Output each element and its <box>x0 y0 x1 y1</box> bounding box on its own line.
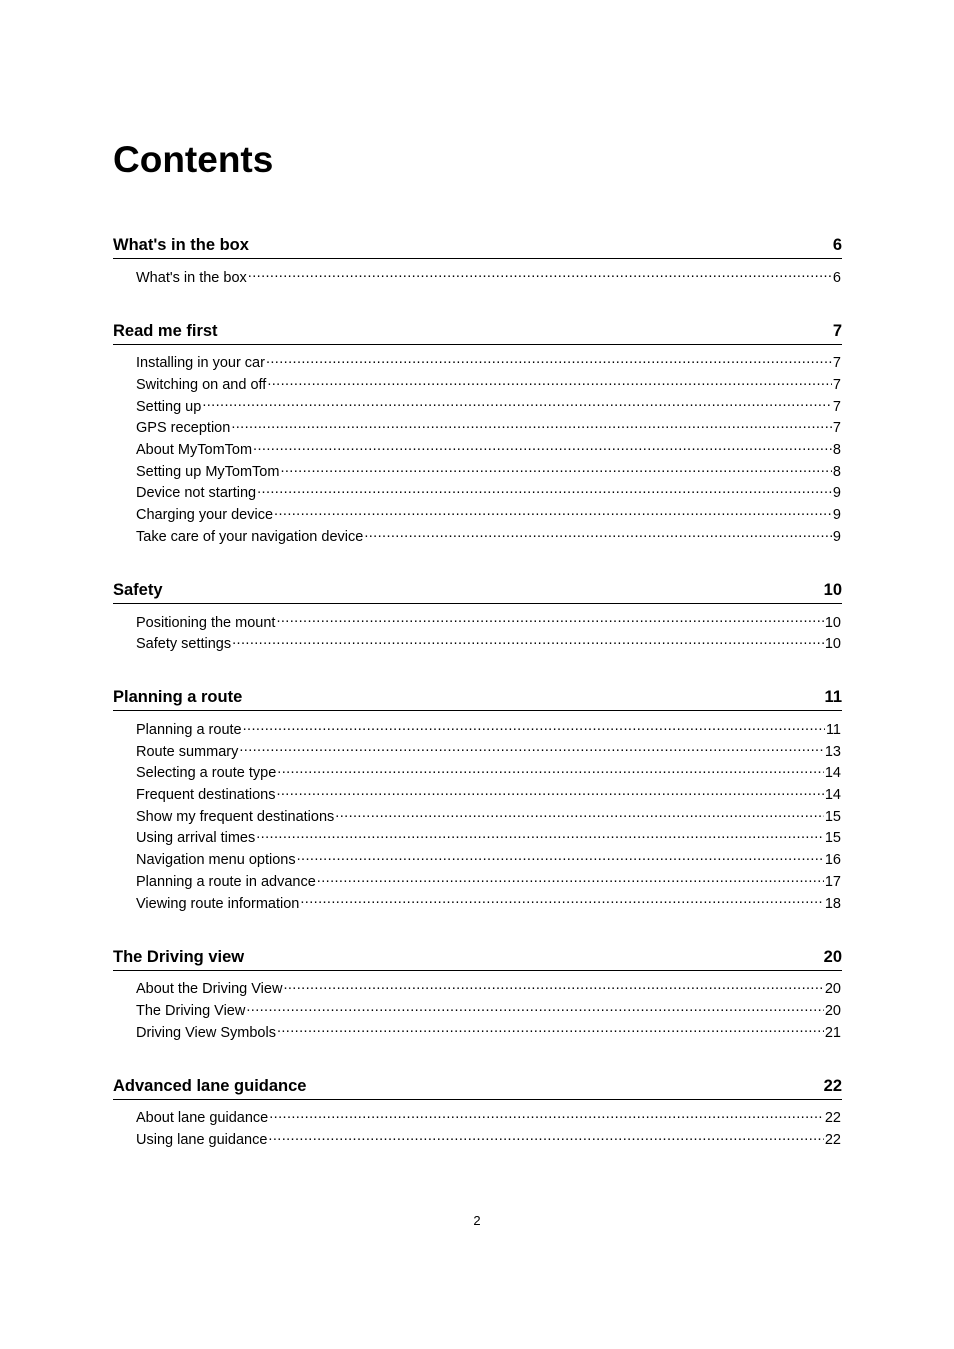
dot-leader <box>232 634 824 649</box>
toc-entry[interactable] <box>136 374 841 396</box>
entry-list <box>113 345 842 548</box>
section-title: The Driving view <box>113 947 245 966</box>
entry-page-number: 18 <box>824 895 841 912</box>
entry-title: Navigation menu options <box>136 852 296 869</box>
toc-entry[interactable] <box>136 979 841 1001</box>
entry-page-number: 7 <box>832 420 841 437</box>
entry-list <box>113 971 842 1044</box>
dot-leader <box>256 828 824 843</box>
entry-title: The Driving View <box>136 1002 246 1019</box>
dot-leader <box>269 1108 824 1123</box>
entry-title: Viewing route information <box>136 895 300 912</box>
entry-page-number: 14 <box>824 787 841 804</box>
toc-entry[interactable] <box>136 418 841 440</box>
toc-entry[interactable] <box>136 440 841 462</box>
section-page-number: 22 <box>823 1076 842 1095</box>
section-title: Planning a route <box>113 688 243 707</box>
entry-title: Charging your device <box>136 507 274 524</box>
entry-page-number: 17 <box>824 873 841 890</box>
entry-page-number: 20 <box>824 1002 841 1019</box>
entry-page-number: 15 <box>824 830 841 847</box>
entry-title: Planning a route in advance <box>136 873 316 890</box>
toc-entry[interactable] <box>136 719 841 741</box>
section-heading[interactable] <box>113 1074 842 1100</box>
section-page-number: 7 <box>832 321 842 340</box>
page-number: 2 <box>473 1213 481 1228</box>
entry-title: Show my frequent destinations <box>136 808 335 825</box>
entry-title: Selecting a route type <box>136 765 277 782</box>
toc-entry[interactable] <box>136 893 841 915</box>
toc-entry[interactable] <box>136 505 841 527</box>
entry-title: About the Driving View <box>136 981 283 998</box>
entry-page-number: 14 <box>824 765 841 782</box>
toc-entry[interactable] <box>136 785 841 807</box>
table-of-contents <box>113 233 842 1181</box>
entry-page-number: 15 <box>824 808 841 825</box>
section-page-number: 10 <box>823 581 842 600</box>
entry-title: Switching on and off <box>136 376 267 393</box>
toc-entry[interactable] <box>136 763 841 785</box>
entry-title: Setting up MyTomTom <box>136 463 280 480</box>
entry-page-number: 22 <box>824 1132 841 1149</box>
entry-page-number: 10 <box>824 614 841 631</box>
entry-page-number: 21 <box>824 1024 841 1041</box>
section-heading[interactable] <box>113 945 842 971</box>
entry-title: Installing in your car <box>136 355 265 372</box>
dot-leader <box>257 483 832 498</box>
entry-title: Using lane guidance <box>136 1132 268 1149</box>
toc-entry[interactable] <box>136 526 841 548</box>
toc-entry[interactable] <box>136 871 841 893</box>
toc-entry[interactable] <box>136 267 841 289</box>
entry-page-number: 10 <box>824 636 841 653</box>
toc-entry[interactable] <box>136 806 841 828</box>
entry-page-number: 8 <box>832 463 841 480</box>
dot-leader <box>248 267 832 282</box>
entry-title: What's in the box <box>136 269 247 286</box>
toc-entry[interactable] <box>136 396 841 418</box>
toc-entry[interactable] <box>136 612 841 634</box>
entry-title: Setting up <box>136 398 202 415</box>
toc-section <box>113 945 842 1044</box>
entry-page-number: 9 <box>832 507 841 524</box>
entry-list <box>113 1100 842 1151</box>
entry-page-number: 6 <box>832 269 841 286</box>
entry-title: Using arrival times <box>136 830 256 847</box>
dot-leader <box>277 1022 824 1037</box>
dot-leader <box>283 979 823 994</box>
toc-entry[interactable] <box>136 1000 841 1022</box>
toc-entry[interactable] <box>136 1022 841 1044</box>
dot-leader <box>364 526 832 541</box>
section-heading[interactable] <box>113 319 842 345</box>
entry-list <box>113 604 842 655</box>
entry-page-number: 16 <box>824 852 841 869</box>
entry-list <box>113 259 842 289</box>
entry-page-number: 20 <box>824 981 841 998</box>
toc-section <box>113 319 842 548</box>
entry-title: Positioning the mount <box>136 614 276 631</box>
toc-entry[interactable] <box>136 353 841 375</box>
toc-entry[interactable] <box>136 850 841 872</box>
entry-page-number: 7 <box>832 398 841 415</box>
toc-entry[interactable] <box>136 1108 841 1130</box>
page-title: Contents <box>113 139 274 180</box>
entry-page-number: 11 <box>825 721 841 738</box>
dot-leader <box>317 871 824 886</box>
entry-title: About lane guidance <box>136 1110 269 1127</box>
dot-leader <box>276 785 823 800</box>
entry-page-number: 9 <box>832 528 841 545</box>
entry-title: Frequent destinations <box>136 787 276 804</box>
entry-page-number: 13 <box>824 743 841 760</box>
dot-leader <box>246 1000 824 1015</box>
entry-page-number: 7 <box>832 355 841 372</box>
section-heading[interactable] <box>113 685 842 711</box>
section-page-number: 20 <box>823 947 842 966</box>
dot-leader <box>300 893 824 908</box>
section-title: Safety <box>113 581 163 600</box>
entry-title: Route summary <box>136 743 239 760</box>
dot-leader <box>297 850 824 865</box>
toc-section <box>113 685 842 914</box>
dot-leader <box>277 763 824 778</box>
entry-title: GPS reception <box>136 420 231 437</box>
dot-leader <box>280 461 831 476</box>
toc-section <box>113 1074 842 1151</box>
dot-leader <box>202 396 832 411</box>
dot-leader <box>243 719 825 734</box>
entry-title: Driving View Symbols <box>136 1024 276 1041</box>
section-title: What's in the box <box>113 236 249 254</box>
toc-section <box>113 233 842 289</box>
toc-entry[interactable] <box>136 741 841 763</box>
section-page-number: 6 <box>832 236 842 254</box>
section-heading[interactable] <box>113 233 842 259</box>
toc-entry[interactable] <box>136 483 841 505</box>
section-title: Advanced lane guidance <box>113 1076 307 1095</box>
section-page-number: 11 <box>824 688 842 707</box>
entry-title: About MyTomTom <box>136 442 253 459</box>
toc-entry[interactable] <box>136 461 841 483</box>
toc-entry[interactable] <box>136 634 841 656</box>
toc-entry[interactable] <box>136 828 841 850</box>
entry-page-number: 22 <box>824 1110 841 1127</box>
dot-leader <box>276 612 823 627</box>
entry-title: Safety settings <box>136 636 232 653</box>
entry-title: Device not starting <box>136 485 257 502</box>
section-heading[interactable] <box>113 578 842 604</box>
dot-leader <box>335 806 824 821</box>
dot-leader <box>274 505 832 520</box>
entry-title: Take care of your navigation device <box>136 528 364 545</box>
dot-leader <box>268 1130 823 1145</box>
dot-leader <box>253 440 832 455</box>
entry-page-number: 8 <box>832 442 841 459</box>
entry-title: Planning a route <box>136 721 242 738</box>
toc-section <box>113 578 842 655</box>
entry-page-number: 7 <box>832 376 841 393</box>
dot-leader <box>266 353 832 368</box>
toc-entry[interactable] <box>136 1130 841 1152</box>
entry-page-number: 9 <box>832 485 841 502</box>
section-title: Read me first <box>113 321 218 340</box>
dot-leader <box>267 374 832 389</box>
dot-leader <box>239 741 824 756</box>
dot-leader <box>231 418 832 433</box>
entry-list <box>113 711 842 914</box>
